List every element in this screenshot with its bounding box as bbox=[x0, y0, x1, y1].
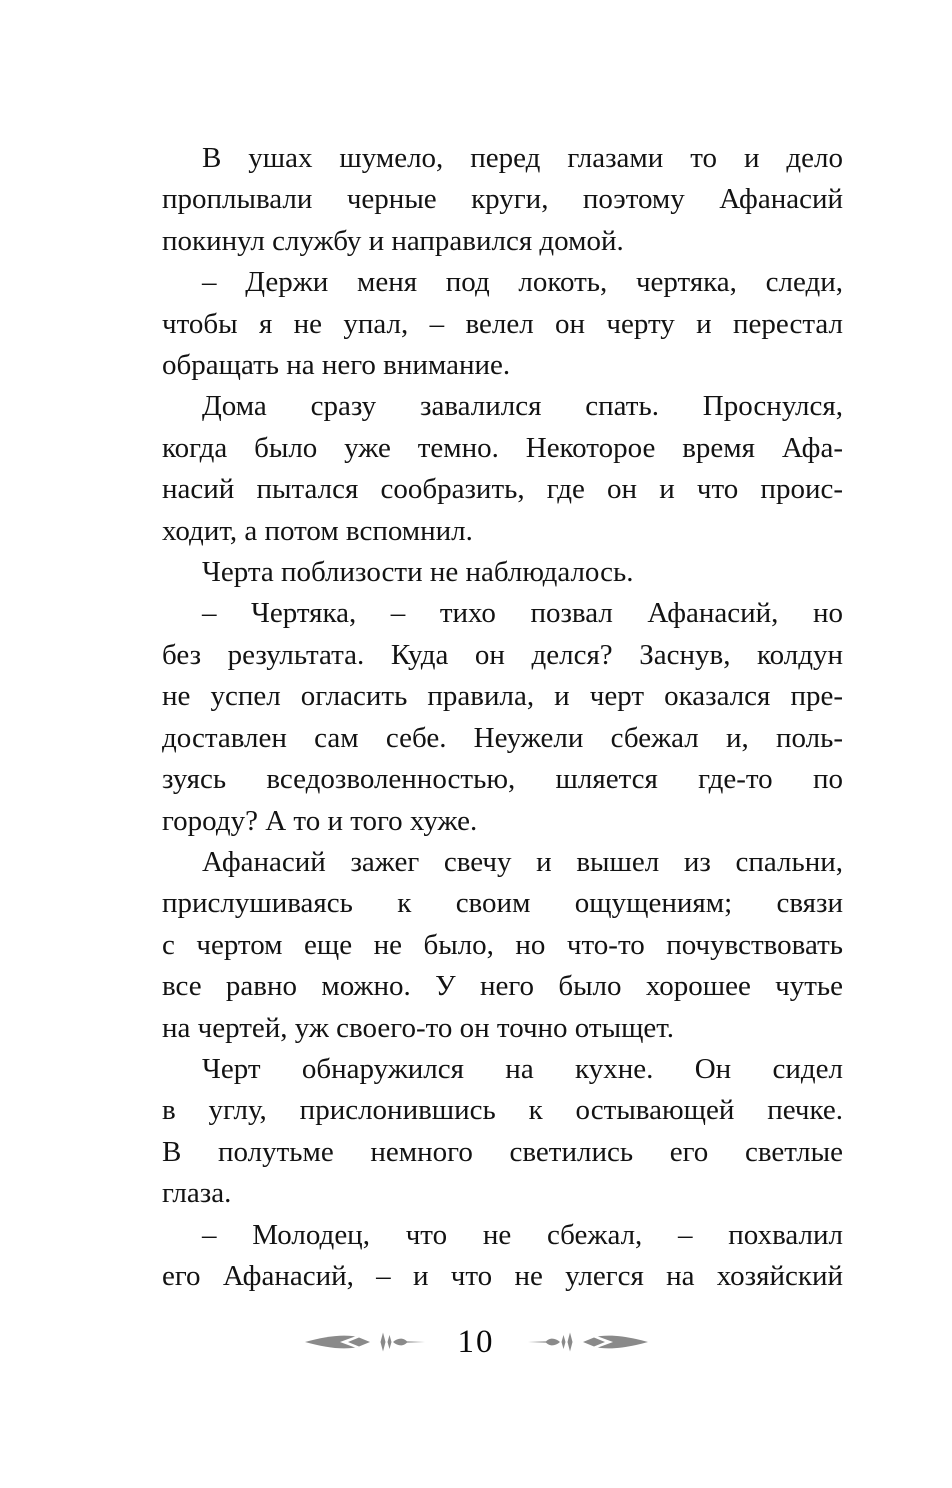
text-line: зуясь вседозволенностью, шляется где-то по bbox=[162, 763, 843, 796]
text-line: глаза. bbox=[162, 1177, 232, 1210]
text-line: без результата. Куда он делся? Заснув, колдун bbox=[162, 638, 843, 671]
text-line: Афанасий зажег свечу и вышел из спальни, bbox=[202, 845, 843, 878]
body-text bbox=[162, 138, 843, 1297]
text-line: с чертом еще не было, но что-то почувствовать bbox=[162, 928, 843, 961]
text-line: обращать на него внимание. bbox=[162, 349, 511, 382]
paragraph bbox=[162, 593, 843, 841]
text-line: не успел огласить правила, и черт оказался пре- bbox=[162, 680, 843, 713]
page-number: 10 bbox=[457, 1323, 495, 1360]
paragraph bbox=[162, 386, 843, 552]
page-flourish-right-icon bbox=[517, 1329, 649, 1355]
paragraph bbox=[162, 1049, 843, 1215]
text-line: в углу, прислонившись к остывающей печке. bbox=[162, 1094, 843, 1127]
text-line: ходит, а потом вспомнил. bbox=[162, 514, 473, 547]
text-line: когда было уже темно. Некоторое время Афа- bbox=[162, 431, 843, 464]
text-line: на чертей, уж своего-то он точно отыщет. bbox=[162, 1011, 675, 1044]
text-line: Дома сразу завалился спать. Проснулся, bbox=[202, 390, 843, 423]
paragraph bbox=[162, 138, 843, 262]
text-line: его Афанасий, – и что не улегся на хозяйский bbox=[162, 1259, 843, 1292]
text-line: В ушах шумело, перед глазами то и дело bbox=[202, 142, 843, 174]
text-line: – Чертяка, – тихо позвал Афанасий, но bbox=[202, 597, 843, 630]
text-line: покинул службу и направился домой. bbox=[162, 224, 624, 257]
page-flourish-left-icon bbox=[304, 1329, 436, 1355]
text-line: чтобы я не упал, – велел он черту и перестал bbox=[162, 307, 843, 340]
text-line: – Молодец, что не сбежал, – похвалил bbox=[202, 1218, 843, 1251]
text-line: городу? А то и того хуже. bbox=[162, 804, 478, 837]
text-line: насий пытался сообразить, где он и что проис- bbox=[162, 473, 843, 506]
paragraph bbox=[162, 552, 843, 593]
text-line: все равно можно. У него было хорошее чутье bbox=[162, 970, 843, 1003]
text-line: доставлен сам себе. Неужели сбежал и, поль- bbox=[162, 721, 843, 754]
text-line: В полутьме немного светились его светлые bbox=[162, 1135, 843, 1168]
text-line: прислушиваясь к своим ощущениям; связи bbox=[162, 887, 843, 920]
text-line: Черта поблизости не наблюдалось. bbox=[202, 556, 634, 589]
text-line: – Держи меня под локоть, чертяка, следи, bbox=[202, 266, 843, 299]
paragraph bbox=[162, 1215, 843, 1298]
text-line: проплывали черные круги, поэтому Афанасий bbox=[162, 183, 843, 216]
page-footer bbox=[0, 1320, 952, 1364]
text-line: Черт обнаружился на кухне. Он сидел bbox=[202, 1052, 843, 1085]
paragraph bbox=[162, 842, 843, 1049]
paragraph bbox=[162, 262, 843, 386]
